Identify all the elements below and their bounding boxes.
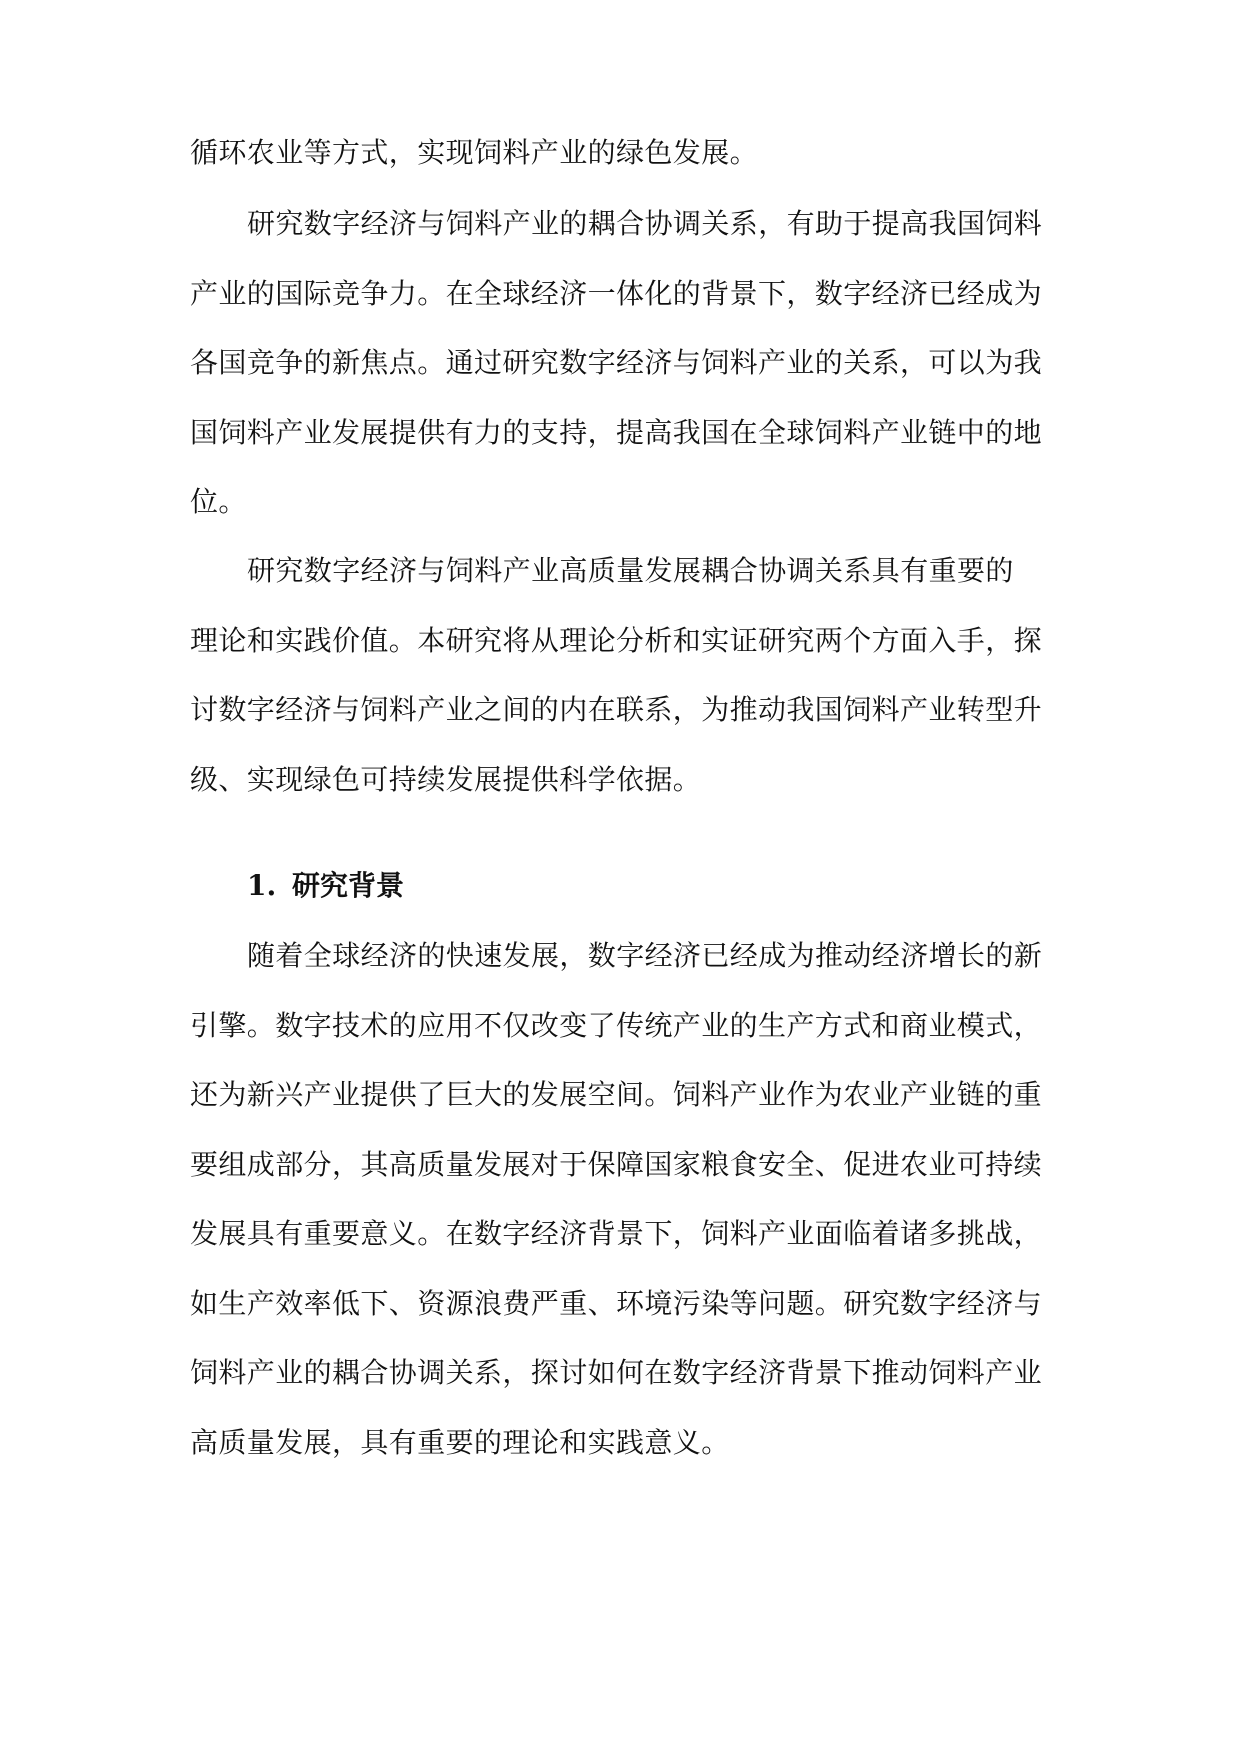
paragraph-line: 理论和实践价值。本研究将从理论分析和实证研究两个方面入手，探 xyxy=(190,624,1043,657)
paragraph-line: 随着全球经济的快速发展，数字经济已经成为推动经济增长的新 xyxy=(247,939,1043,972)
paragraph-line: 级、实现绿色可持续发展提供科学依据。 xyxy=(190,763,702,796)
paragraph-line: 讨数字经济与饲料产业之间的内在联系，为推动我国饲料产业转型升 xyxy=(190,693,1043,726)
paragraph-line: 产业的国际竞争力。在全球经济一体化的背景下，数字经济已经成为 xyxy=(190,277,1043,310)
paragraph-line: 还为新兴产业提供了巨大的发展空间。饲料产业作为农业产业链的重 xyxy=(190,1078,1043,1111)
paragraph-continuation-line: 循环农业等方式，实现饲料产业的绿色发展。 xyxy=(190,136,759,169)
section-number: 1. xyxy=(247,869,277,902)
paragraph-line: 要组成部分，其高质量发展对于保障国家粮食安全、促进农业可持续 xyxy=(190,1148,1043,1181)
paragraph-line: 位。 xyxy=(190,485,247,518)
paragraph-line: 国饲料产业发展提供有力的支持，提高我国在全球饲料产业链中的地 xyxy=(190,416,1043,449)
paragraph-line: 各国竞争的新焦点。通过研究数字经济与饲料产业的关系，可以为我 xyxy=(190,346,1043,379)
paragraph-line: 引擎。数字技术的应用不仅改变了传统产业的生产方式和商业模式， xyxy=(190,1009,1043,1042)
section-heading xyxy=(247,868,404,904)
paragraph-line: 研究数字经济与饲料产业高质量发展耦合协调关系具有重要的 xyxy=(247,554,1014,587)
paragraph-line: 如生产效率低下、资源浪费严重、环境污染等问题。研究数字经济与 xyxy=(190,1287,1043,1320)
paragraph-line: 高质量发展，具有重要的理论和实践意义。 xyxy=(190,1426,730,1459)
paragraph-line: 饲料产业的耦合协调关系，探讨如何在数字经济背景下推动饲料产业 xyxy=(190,1356,1043,1389)
section-title: 研究背景 xyxy=(292,869,405,902)
paragraph-line: 发展具有重要意义。在数字经济背景下，饲料产业面临着诸多挑战， xyxy=(190,1217,1043,1250)
paragraph-line: 研究数字经济与饲料产业的耦合协调关系，有助于提高我国饲料 xyxy=(247,207,1043,240)
